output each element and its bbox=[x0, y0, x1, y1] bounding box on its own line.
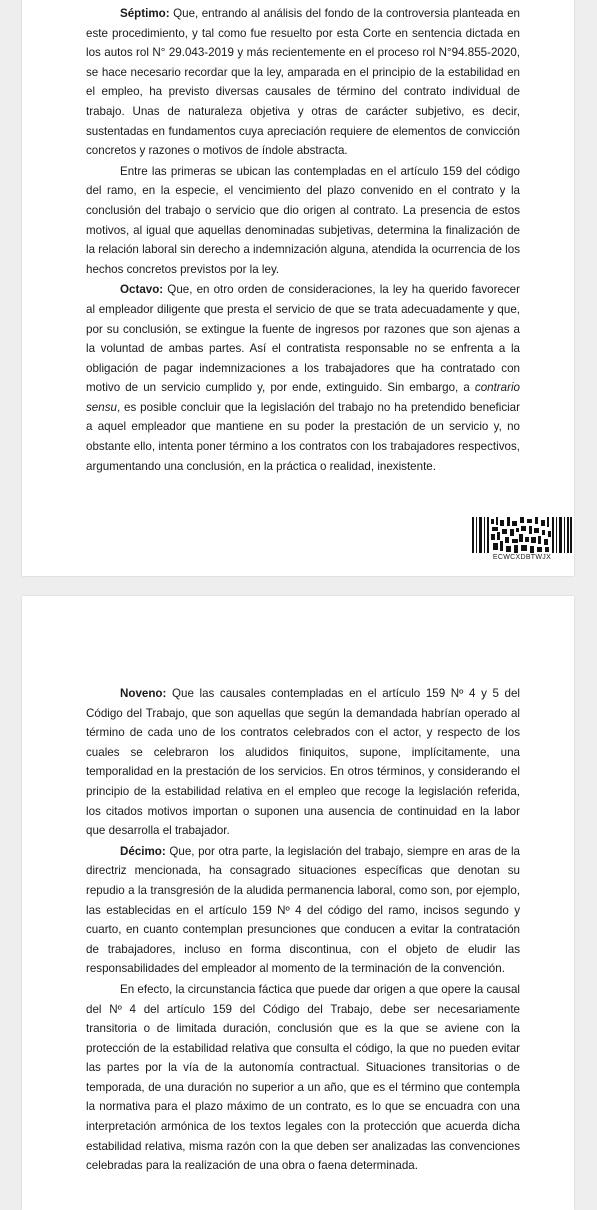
paragraph-octavo bbox=[86, 280, 520, 476]
paragraph-en-efecto bbox=[86, 980, 520, 1176]
paragraph-body: Que, en otro orden de consideraciones, la ley ha querido favorecer al empleador diligente que presta el servicio de que se trata adecuadamente y que, por su conclusión, se extingue la fuente de ingresos por razones que son ajenas a la voluntad de ambas partes. Así el contratista responsable no se enfrenta a la obligación de pagar indemnizaciones a los trabajadores que ha contratado con motivo de un servicio cumplido y, por ende, extinguido. Sin embargo, a bbox=[86, 283, 520, 395]
document-page-1 bbox=[22, 0, 574, 576]
paragraph-body: Que, entrando al análisis del fondo de la controversia planteada en este procedimiento, y tal como fue resuelto por esta Corte en sentencia dictada en los autos rol N° 29.043-2019 y más recientemente en el proceso rol N°94.855-2020, se hace necesario recordar que la ley, amparada en el principio de la estabilidad en el empleo, ha previsto diversas causales de término del contrato individual de trabajo. Unas de naturaleza objetiva y otras de carácter subjetivo, es decir, sustentadas en fundamentos cuya apreciación requiere de elementos de convicción concretos y razones o motivos de índole abstracta. bbox=[86, 7, 520, 158]
paragraph-body: Que, por otra parte, la legislación del trabajo, siempre en aras de la directriz mencionada, ha consagrado situaciones específicas que denotan su repudio a la transgresión de la aludida permanencia laboral, como son, por ejemplo, las establecidas en el artículo 159 Nº 4 del código del ramo, incisos segundo y cuarto, en cuanto contemplan presunciones que conducen a evitar la contratación de trabajadores, incluso en forma discontinua, con el objeto de eludir las responsabilidades del empleador al momento de la terminación de la convención. bbox=[86, 844, 520, 976]
paragraph-body: Que las causales contempladas en el artículo 159 Nº 4 y 5 del Código del Trabajo, que son aquellas que según la demandada habrían operado al término de cada uno de los contratos celebrados con el actor, y respecto de los cuales se celebraron los aludidos finiquitos, supone, implícitamente, una temporalidad en la prestación de los servicios. En otros términos, y considerando el principio de la estabilidad relativa en el empleo que recoge la legislación referida, los citados motivos importan o suponen una ausencia de continuidad en la labor que desarrolla el trabajador. bbox=[86, 687, 520, 838]
barcode-code: ECWCXDBTWJX bbox=[492, 554, 552, 561]
paragraph-septimo bbox=[86, 4, 520, 161]
paragraph-heading: Noveno: bbox=[120, 687, 167, 700]
paragraph-primeras bbox=[86, 162, 520, 280]
latin-phrase: contrario sensu bbox=[86, 381, 520, 414]
page-1-text bbox=[86, 4, 520, 477]
paragraph-decimo bbox=[86, 842, 520, 979]
paragraph-heading: Séptimo: bbox=[120, 7, 170, 20]
paragraph-body: Entre las primeras se ubican las contempladas en el artículo 159 del código del ramo, en la especie, el vencimiento del plazo convenido en el contrato y la conclusión del trabajo o servicio que dio origen al contrato. La presencia de estos motivos, al igual que aquellas denominadas subjetivas, determina la finalización de la relación laboral sin derecho a indemnización alguna, atendida la ocurrencia de los hechos concretos previstos por la ley. bbox=[86, 164, 520, 276]
paragraph-heading: Décimo: bbox=[120, 844, 166, 858]
page-2-text bbox=[86, 684, 520, 1177]
paragraph-noveno bbox=[86, 684, 520, 841]
verification-barcode bbox=[472, 517, 572, 561]
paragraph-body: , es posible concluir que la legislación del trabajo no ha pretendido beneficiar a aquel empleador que mantiene en su poder la prestación de un servicio y, no obstante ello, intenta poner término a los contratos con los trabajadores respectivos, argumentando una conclusión, en la práctica o realidad, inexistente. bbox=[86, 400, 520, 473]
paragraph-heading: Octavo: bbox=[120, 283, 164, 297]
document-page-2 bbox=[22, 596, 574, 1210]
paragraph-body: En efecto, la circunstancia fáctica que puede dar origen a que opere la causal del Nº 4 del artículo 159 del Código del Trabajo, debe ser necesariamente transitoria o de limitada duración, conclusión que es la que se aviene con la protección de la estabilidad relativa que consulta el código, la que no pueden evitar las partes por la vía de la autonomía contractual. Situaciones transitorias o de temporada, de una duración no superior a un año, que es el término que contempla la normativa para el plazo máximo de un contrato, es lo que se encuadra con una interpretación armónica de los textos legales con la protección que acuerda dicha estabilidad relativa, misma razón con la que deben ser analizadas las convenciones celebradas para la realización de una obra o faena determinada. bbox=[86, 982, 520, 1173]
barcode-icon bbox=[472, 517, 572, 553]
